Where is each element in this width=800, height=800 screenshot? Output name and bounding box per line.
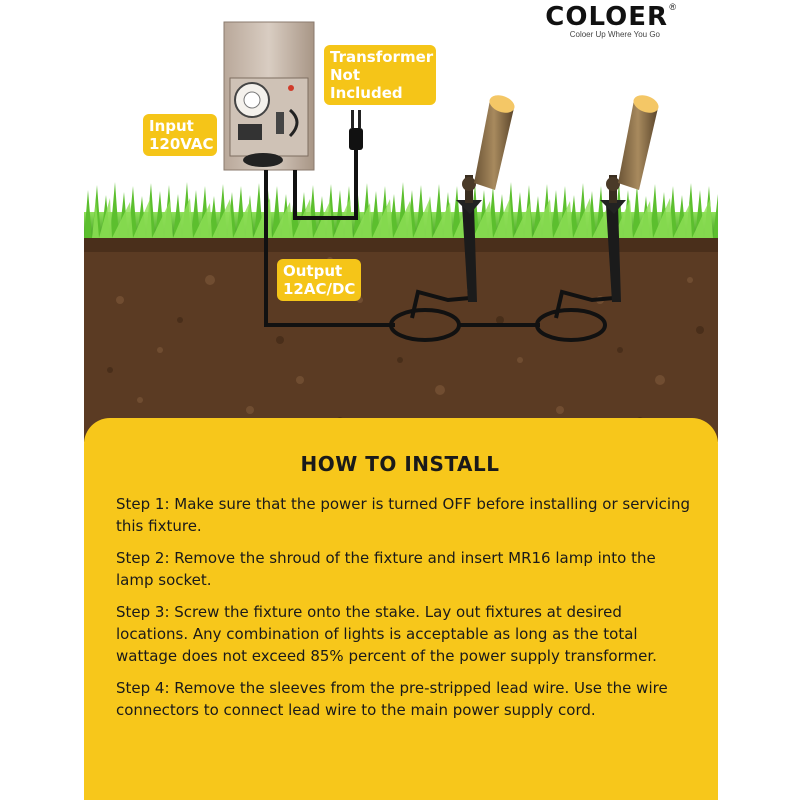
input-label-text: Input 120VAC <box>149 117 214 153</box>
output-label <box>277 259 361 301</box>
install-step-3: Step 3: Screw the fixture onto the stake. Lay out fixtures at desired locations. Any combination of lights is acceptable as long as the total wattage does not exceed 85% percent of the power supply transformer. <box>116 603 657 665</box>
install-title: HOW TO INSTALL <box>300 452 500 476</box>
install-step-1: Step 1: Make sure that the power is turned OFF before installing or servicing this fixture. <box>116 495 691 535</box>
plug-icon <box>349 110 363 150</box>
brand-name: COLOER <box>545 2 668 32</box>
transformer-label <box>324 45 436 105</box>
brand-logo <box>508 2 676 39</box>
grass <box>84 182 718 238</box>
brand-tagline: Coloer Up Where You Go <box>569 30 660 39</box>
install-steps <box>116 493 696 731</box>
input-label <box>143 114 217 156</box>
transformer-label-text: Transformer Not Included <box>330 48 434 102</box>
install-step-4: Step 4: Remove the sleeves from the pre-stripped lead wire. Use the wire connectors to connect lead wire to the main power supply cord. <box>116 679 668 719</box>
install-step-2: Step 2: Remove the shroud of the fixture and insert MR16 lamp into the lamp socket. <box>116 549 656 589</box>
brand-registered-mark: ® <box>669 2 676 12</box>
transformer-box <box>224 22 314 170</box>
output-label-text: Output 12AC/DC <box>283 262 356 298</box>
